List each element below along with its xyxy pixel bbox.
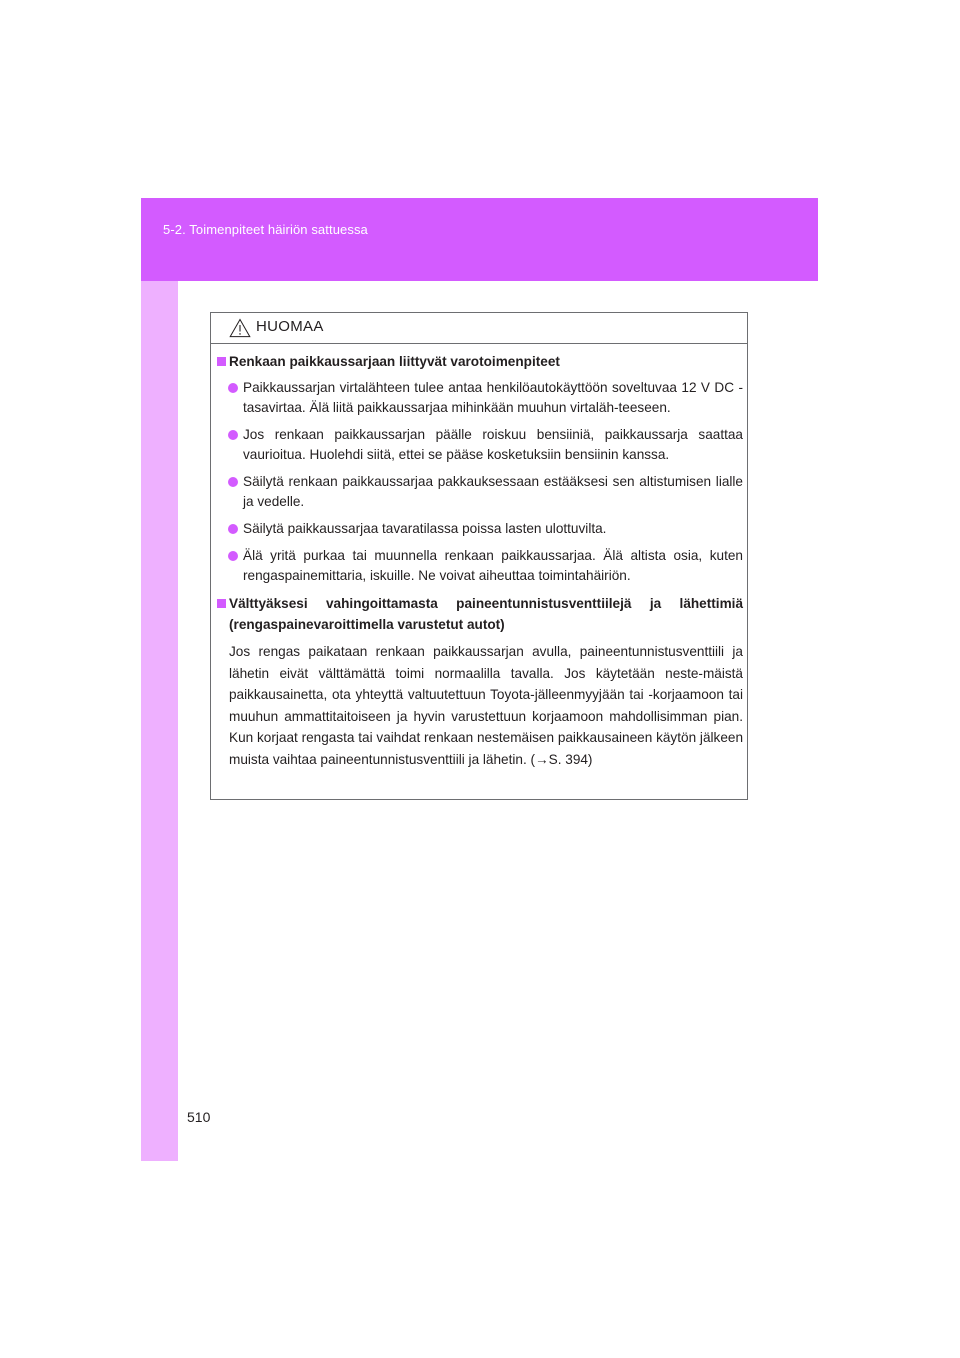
bullet-item	[217, 378, 743, 418]
round-bullet-icon	[228, 551, 238, 561]
notice-box	[210, 312, 748, 800]
square-bullet-icon	[217, 599, 226, 608]
side-band	[141, 281, 178, 1161]
bullet-item	[217, 472, 743, 512]
bullet-text: Säilytä renkaan paikkaussarjaa pakkauksessaan estääksesi sen altistumisen lialle ja vedelle.	[243, 474, 743, 509]
round-bullet-icon	[228, 524, 238, 534]
bullet-text: Paikkaussarjan virtalähteen tulee antaa henkilöautokäyttöön soveltuvaa 12 V DC -tasavirtaa. Älä liitä paikkaussarjaa mihinkään muuhun virtaläh-teeseen.	[243, 380, 743, 415]
section-heading-text: Välttyäksesi vahingoittamasta paineentunnistusventtiilejä ja lähettimiä (rengaspainevaroittimella varustetut autot)	[229, 596, 743, 632]
notice-header	[211, 313, 747, 344]
section-title: 5-2. Toimenpiteet häiriön sattuessa	[163, 222, 368, 237]
bullet-text: Jos renkaan paikkaussarjan päälle roiskuu bensiiniä, paikkaussarja saattaa vaurioitua. Huolehdi siitä, ettei se pääse kosketuksiin bensiinin kanssa.	[243, 427, 743, 462]
round-bullet-icon	[228, 477, 238, 487]
warning-triangle-icon	[229, 318, 251, 338]
square-bullet-icon	[217, 357, 226, 366]
notice-title: HUOMAA	[256, 318, 324, 335]
section-heading-text: Renkaan paikkaussarjaan liittyvät varotoimenpiteet	[229, 354, 560, 369]
bullet-text: Säilytä paikkaussarjaa tavaratilassa poissa lasten ulottuvilta.	[243, 521, 607, 536]
round-bullet-icon	[228, 430, 238, 440]
bullet-item	[217, 546, 743, 586]
section-heading-precautions	[217, 351, 743, 372]
bullet-text: Älä yritä purkaa tai muunnella renkaan paikkaussarjaa. Älä altista osia, kuten rengaspainemittaria, iskuille. Ne voivat aiheuttaa toimintahäiriön.	[243, 548, 743, 583]
header-band	[141, 198, 818, 281]
notice-body	[217, 351, 743, 770]
bullet-item	[217, 425, 743, 465]
sensor-paragraph: Jos rengas paikataan renkaan paikkaussarjan avulla, paineentunnistusventtiili ja lähetin eivät välttämättä toimi normaalilla tavalla. Jos käytetään neste-mäistä paikkausainetta, ota yhteyttä valtuutettuun Toyota-jälleenmyyjään tai -korjaamoon tai muuhun ammattitaitoiseen ja hyvin varustettuun korjaamoon mahdollisimman pian. Kun korjaat rengasta tai vaihdat renkaan nestemäisen paikkausaineen käytön jälkeen muista vaihtaa paineentunnistusventtiili ja lähetin. (→S. 394)	[229, 644, 743, 767]
page-number: 510	[187, 1109, 211, 1125]
section-heading-sensors	[217, 593, 743, 635]
bullet-item	[217, 519, 743, 539]
round-bullet-icon	[228, 383, 238, 393]
